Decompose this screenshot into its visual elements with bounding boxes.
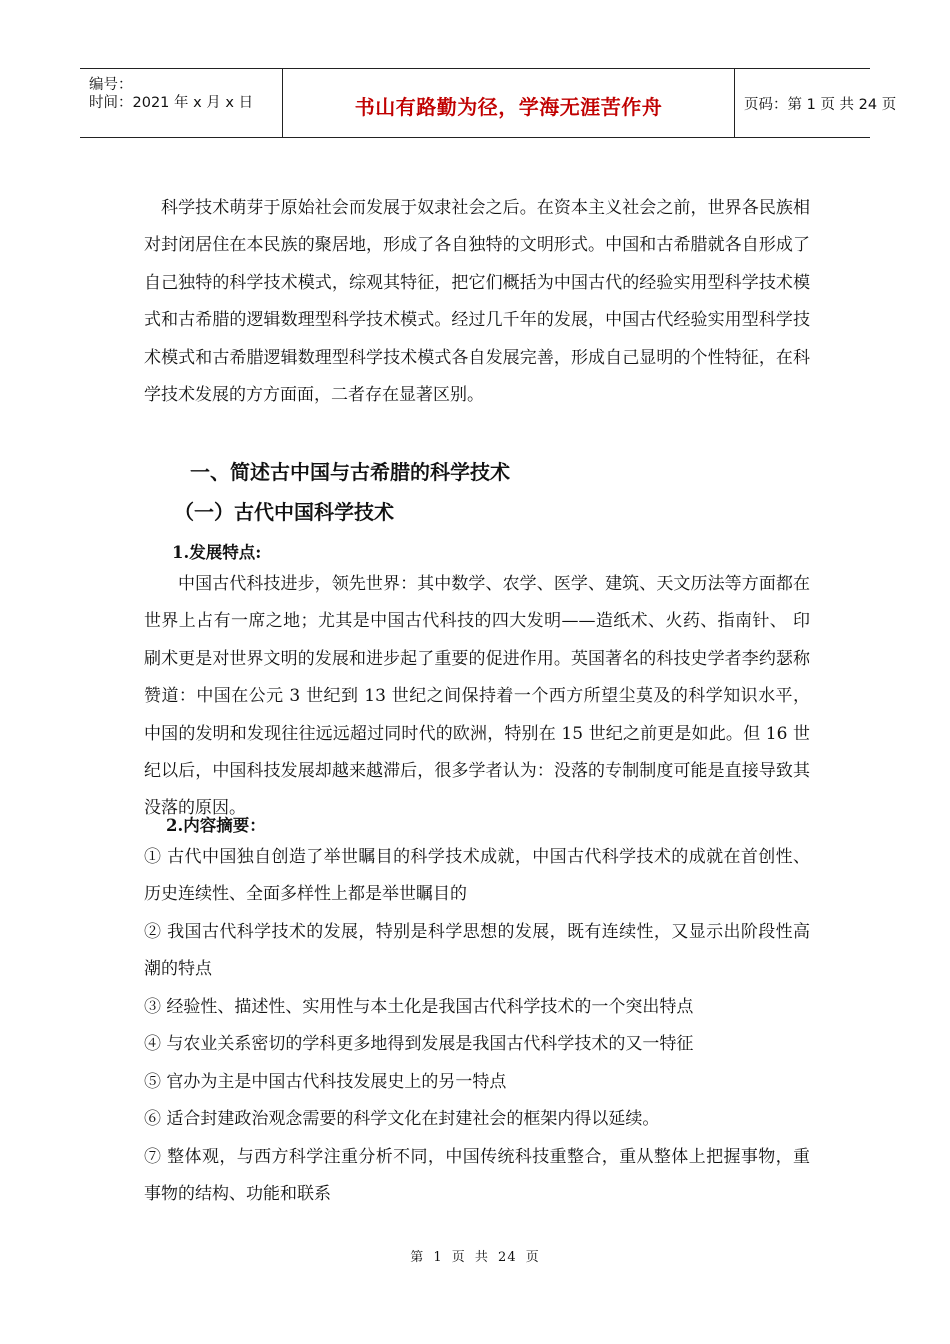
summary-item: ⑦ 整体观，与西方科学注重分析不同，中国传统科技重整合，重从整体上把握事物，重事物的结构、功能和联系: [144, 1147, 810, 1205]
subsection-heading: （一）古代中国科学技术: [174, 500, 394, 524]
header-page-cell: [734, 69, 897, 137]
header-meta-cell: [80, 69, 282, 137]
summary-item: ③ 经验性、描述性、实用性与本土化是我国古代科学技术的一个突出特点: [144, 997, 694, 1017]
header-page-info: 页码：第 1 页 共 24 页: [744, 97, 897, 113]
point-heading-development: 1.发展特点:: [172, 543, 262, 562]
point-heading-summary: 2.内容摘要：: [166, 816, 266, 835]
document-date-label: 时间：2021 年 x 月 x 日: [89, 95, 254, 111]
summary-item: ⑥ 适合封建政治观念需要的科学文化在封建社会的框架内得以延续。: [144, 1109, 660, 1129]
intro-paragraph: 科学技术萌芽于原始社会而发展于奴隶社会之后。在资本主义社会之前，世界各民族相对封闭居住在本民族的聚居地，形成了各自独特的文明形式。中国和古希腊就各自形成了自己独特的科学技术模式，综观其特征，把它们概括为中国古代的经验实用型科学技术模式和古希腊的逻辑数理型科学技术模式。经过几千年的发展，中国古代经验实用型科学技术模式和古希腊逻辑数理型科学技术模式各自发展完善，形成自己显明的个性特征，在科学技术发展的方方面面，二者存在显著区别。: [144, 198, 810, 406]
header-motto-cell: [282, 69, 735, 137]
page-footer: 第 1 页 共 24 页: [410, 1250, 540, 1265]
summary-item: ⑤ 官办为主是中国古代科技发展史上的另一特点: [144, 1072, 507, 1092]
summary-item: ④ 与农业关系密切的学科更多地得到发展是我国古代科学技术的又一特征: [144, 1034, 694, 1054]
summary-item: ② 我国古代科学技术的发展，特别是科学思想的发展，既有连续性，又显示出阶段性高潮的特点: [144, 922, 810, 980]
header-motto: 书山有路勤为径，学海无涯苦作舟: [354, 95, 663, 119]
header-table: [80, 68, 897, 138]
development-paragraph: 中国古代科技进步，领先世界：其中数学、农学、医学、建筑、天文历法等方面都在世界上占有一席之地；尤其是中国古代科技的四大发明——造纸术、火药、指南针、 印刷术更是对世界文明的发展和进步起了重要的促进作用。英国著名的科技史学者李约瑟称赞道：中国在公元 3 世纪到 13 世纪之间保持着一个西方所望尘莫及的科学知识水平，中国的发明和发现往往远远超过同时代的欧洲，特别在 15 世纪之前更是如此。但 16 世纪以后，中国科技发展却越来越滞后，很多学者认为：没落的专制制度可能是直接导致其没落的原因。: [144, 574, 810, 819]
document-number-label: 编号：: [89, 77, 133, 93]
section-heading: 一、简述古中国与古希腊的科学技术: [190, 460, 510, 484]
summary-item: ① 古代中国独自创造了举世瞩目的科学技术成就，中国古代科学技术的成就在首创性、历史连续性、全面多样性上都是举世瞩目的: [144, 847, 810, 905]
